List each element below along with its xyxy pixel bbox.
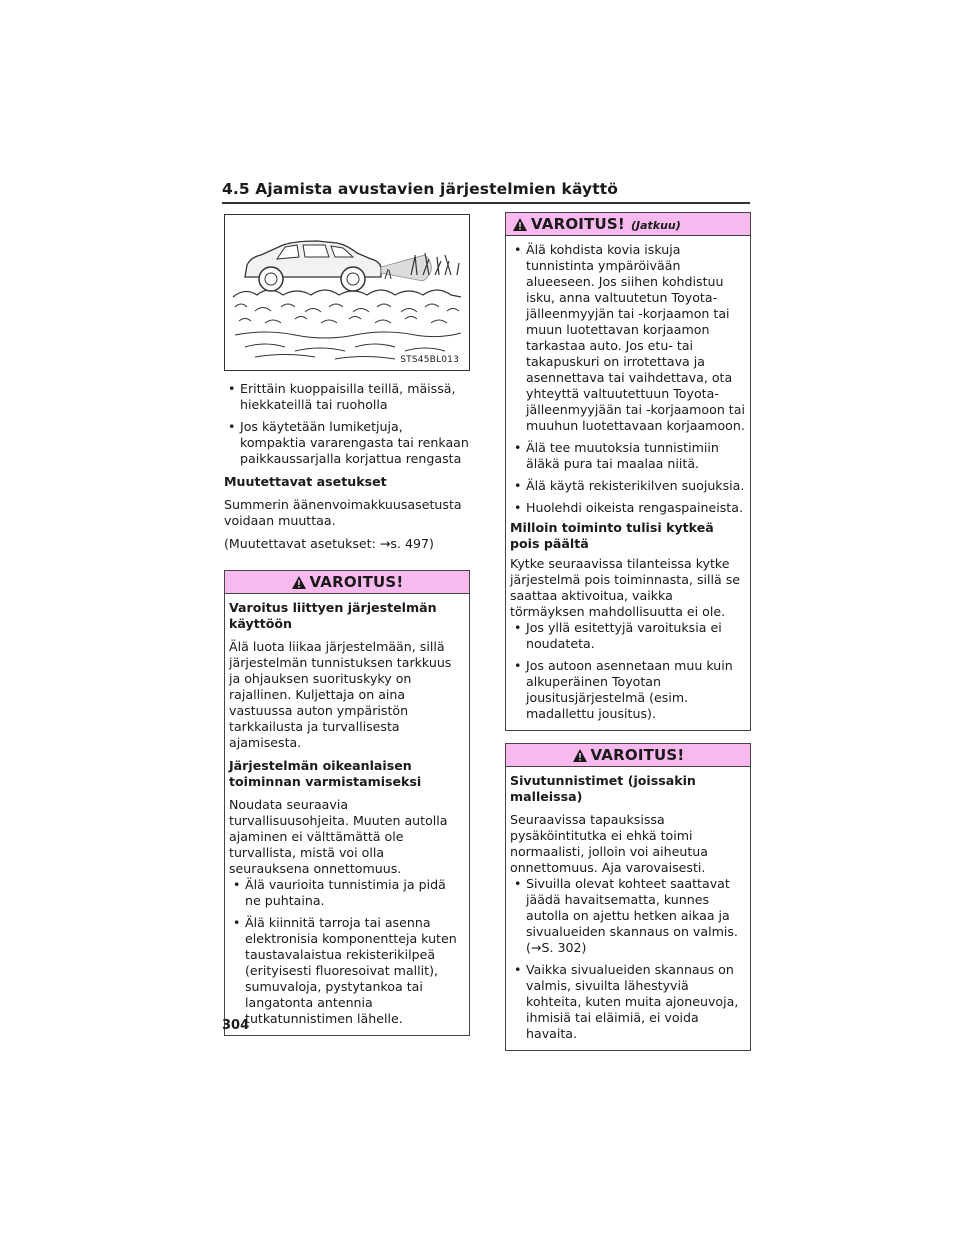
warning-triangle-icon: [572, 748, 588, 763]
car-on-snowy-road-illustration: [225, 215, 469, 370]
custom-settings-text: Summerin äänenvoimakkuusasetusta voidaan muuttaa.: [224, 497, 462, 528]
list-item: • Huolehdi oikeista rengaspaineista.: [510, 500, 745, 516]
right-column: [505, 212, 751, 1051]
warning-title: VAROITUS!: [590, 746, 685, 764]
figure-code: STS45BL013: [400, 355, 459, 365]
warning-header: [506, 744, 750, 767]
warning-paragraph: Seuraavissa tapauksissa pysäköintitutka ei ehkä toimi normaalisti, jolloin voi aiheutua onnettomuus. Aja varovaisesti.: [510, 812, 708, 875]
page-number: 304: [222, 1018, 250, 1033]
list-item: • Älä kiinnitä tarroja tai asenna elektronisia komponentteja kuten taustavalaistua rekisterikilpeä (erityisesti fluoresoivat mallit), sumuvaloja, pystytankoa tai langatonta antennia tutkatunnistimen lähelle.: [229, 915, 464, 1027]
car-snow-figure: [224, 214, 470, 371]
custom-settings-ref: (Muutettavat asetukset: →s. 497): [224, 536, 434, 551]
page-header: [222, 180, 750, 198]
warning-continued-label: (Jatkuu): [630, 219, 681, 232]
warning-title: VAROITUS!: [309, 573, 404, 591]
list-item: • Jos autoon asennetaan muu kuin alkuperäinen Toyotan jousitusjärjestelmä (esim. madallettu jousitus).: [510, 658, 745, 722]
warning-subheading: Varoitus liittyen järjestelmän käyttöön: [229, 600, 437, 631]
list-item: • Sivuilla olevat kohteet saattavat jäädä havaitsematta, kunnes autolla on ajettu hetken aikaa ja sivualueiden skannaus on valmis. (→S. 302): [510, 876, 745, 956]
warning-subheading: Järjestelmän oikeanlaisen toiminnan varmistamiseksi: [229, 758, 422, 789]
list-item: • Erittäin kuoppaisilla teillä, mäissä, hiekkateillä tai ruoholla: [224, 381, 470, 413]
warning-paragraph: Noudata seuraavia turvallisuusohjeita. Muuten autolla ajaminen ei välttämättä ole turvallista, mistä voi olla seurauksena onnettomuus.: [229, 797, 448, 876]
warning-header: [506, 213, 750, 236]
warning-header: [225, 571, 469, 594]
warning-triangle-icon: [512, 217, 528, 232]
left-column: [224, 214, 470, 1036]
list-item: • Jos käytetään lumiketjuja, kompaktia vararengasta tai renkaan paikkaussarjalla korjattua rengasta: [224, 419, 470, 467]
warning-subheading: Sivutunnistimet (joissakin malleissa): [510, 773, 696, 804]
list-item: • Älä kohdista kovia iskuja tunnistinta ympäröivään alueeseen. Jos siihen kohdistuu isku, anna valtuutetun Toyota-jälleenmyyjän tai -korjaamon tai muun luotettavan korjaamon tarkastaa auto. Jos etu- tai takapuskuri on irrotettava ja asennettava tai vaihdettava, ota yhteyttä valtuutettuun Toyota-jälleenmyyjään tai -korjaamoon tai muuhun luotettavaan korjaamoon.: [510, 242, 745, 434]
warning-paragraph: Älä luota liikaa järjestelmään, sillä järjestelmän tunnistuksen tarkkuus ja ohjauksen suorituskyky on rajallinen. Kuljettaja on aina vastuussa auton ympäristön tarkkailusta ja turvallisesta ajamisesta.: [229, 639, 452, 750]
warning-title: VAROITUS!: [531, 215, 625, 233]
header-divider: [222, 202, 750, 204]
list-item: • Vaikka sivualueiden skannaus on valmis, sivuilta lähestyviä kohteita, kuten muita ajoneuvoja, ihmisiä tai eläimiä, ei voida havaita.: [510, 962, 745, 1042]
warning-subheading: Milloin toiminto tulisi kytkeä pois päältä: [510, 520, 714, 551]
list-item: • Älä käytä rekisterikilven suojuksia.: [510, 478, 745, 494]
section-title: 4.5 Ajamista avustavien järjestelmien käyttö: [222, 180, 619, 198]
warning-box-side-sensors: [505, 743, 751, 1051]
list-item: • Älä tee muutoksia tunnistimiin äläkä pura tai maalaa niitä.: [510, 440, 745, 472]
warning-box: [224, 570, 470, 1036]
warning-triangle-icon: [291, 575, 307, 590]
custom-settings-heading: Muutettavat asetukset: [224, 474, 387, 489]
list-item: • Jos yllä esitettyjä varoituksia ei noudateta.: [510, 620, 745, 652]
warning-box-continued: [505, 212, 751, 731]
list-item: • Älä vaurioita tunnistimia ja pidä ne puhtaina.: [229, 877, 464, 909]
warning-paragraph: Kytke seuraavissa tilanteissa kytke järjestelmä pois toiminnasta, sillä se saattaa aktivoitua, vaikka törmäyksen mahdollisuutta ei ole.: [510, 556, 741, 619]
